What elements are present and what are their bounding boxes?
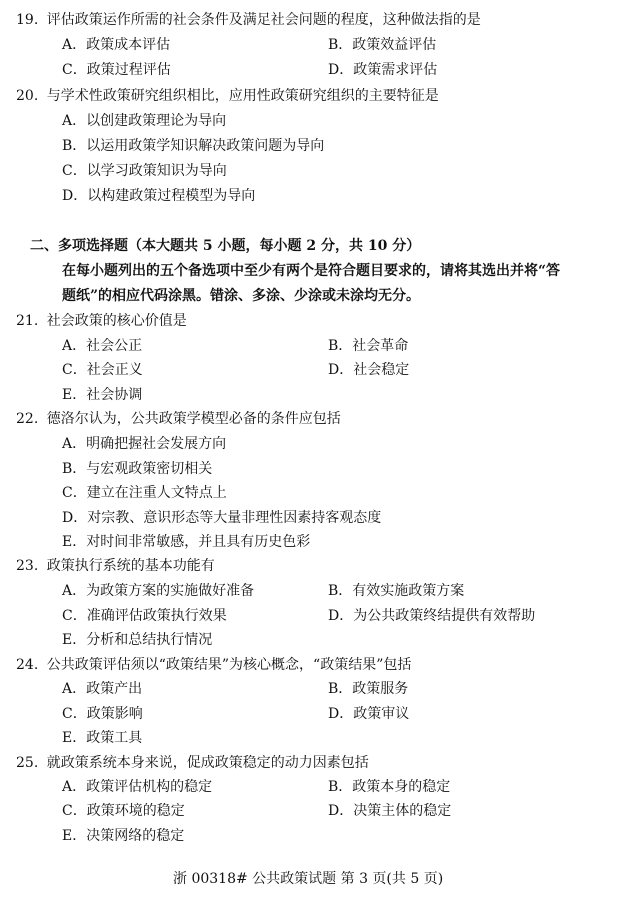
option-d: D．政策审议 <box>328 706 410 722</box>
question-text: 评估政策运作所需的社会条件及满足社会问题的程度，这种做法指的是 <box>46 12 481 28</box>
option-c: C．政策过程评估 <box>62 62 171 78</box>
question-21 <box>16 313 187 329</box>
option-a: A．明确把握社会发展方向 <box>62 436 227 452</box>
question-text: 公共政策评估须以“政策结果”为核心概念，“政策结果”包括 <box>46 657 412 673</box>
question-number: 19. <box>16 12 39 28</box>
question-number: 21. <box>16 313 39 329</box>
page-footer: 浙 00318# 公共政策试题 第 3 页(共 5 页) <box>173 871 444 887</box>
question-text: 社会政策的核心价值是 <box>46 313 187 329</box>
question-number: 24. <box>16 657 39 673</box>
option-a: A．政策评估机构的稳定 <box>62 779 213 795</box>
question-19 <box>16 12 481 28</box>
option-d: D．为公共政策终结提供有效帮助 <box>328 608 536 624</box>
option-b: B．政策效益评估 <box>328 37 437 53</box>
option-c: C．政策影响 <box>62 706 143 722</box>
option-e: E．政策工具 <box>62 730 143 746</box>
question-number: 23. <box>16 558 39 574</box>
option-b: B．与宏观政策密切相关 <box>62 461 213 477</box>
option-c: C．建立在注重人文特点上 <box>62 485 227 501</box>
option-e: E．对时间非常敏感，并且具有历史色彩 <box>62 534 311 550</box>
section-heading: 二、多项选择题（本大题共 5 小题，每小题 2 分，共 10 分） <box>30 238 421 254</box>
option-d: D．政策需求评估 <box>328 62 438 78</box>
question-number: 22. <box>16 411 39 427</box>
section-instruction-line-1: 在每小题列出的五个备选项中至少有两个是符合题目要求的，请将其选出并将“答 <box>62 263 561 279</box>
option-c: C．政策环境的稳定 <box>62 803 185 819</box>
section-instruction-line-2: 题纸”的相应代码涂黑。错涂、多涂、少涂或未涂均无分。 <box>62 288 421 304</box>
option-a: A．以创建政策理论为导向 <box>62 113 227 129</box>
option-d: D．对宗教、意识形态等大量非理性因素持客观态度 <box>62 510 382 526</box>
option-b: B．以运用政策学知识解决政策问题为导向 <box>62 138 325 154</box>
option-a: A．政策成本评估 <box>62 37 171 53</box>
option-d: D．以构建政策过程模型为导向 <box>62 188 256 204</box>
question-24 <box>16 657 411 673</box>
question-number: 20. <box>16 88 39 104</box>
option-e: E．决策网络的稳定 <box>62 828 185 844</box>
question-22 <box>16 411 341 427</box>
option-c: C．准确评估政策执行效果 <box>62 608 227 624</box>
option-c: C．社会正义 <box>62 362 143 378</box>
option-c: C．以学习政策知识为导向 <box>62 163 227 179</box>
option-a: A．政策产出 <box>62 681 143 697</box>
option-b: B．政策服务 <box>328 681 409 697</box>
question-25 <box>16 755 369 771</box>
option-b: B．社会革命 <box>328 338 409 354</box>
option-d: D．决策主体的稳定 <box>328 803 452 819</box>
option-e: E．社会协调 <box>62 387 143 403</box>
option-b: B．政策本身的稳定 <box>328 779 451 795</box>
option-b: B．有效实施政策方案 <box>328 583 465 599</box>
question-20 <box>16 88 439 104</box>
question-number: 25. <box>16 755 39 771</box>
question-23 <box>16 558 215 574</box>
option-d: D．社会稳定 <box>328 362 410 378</box>
question-text: 政策执行系统的基本功能有 <box>46 558 215 574</box>
option-e: E．分析和总结执行情况 <box>62 632 213 648</box>
option-a: A．社会公正 <box>62 338 143 354</box>
question-text: 德洛尔认为，公共政策学模型必备的条件应包括 <box>46 411 341 427</box>
option-a: A．为政策方案的实施做好准备 <box>62 583 255 599</box>
question-text: 就政策系统本身来说，促成政策稳定的动力因素包括 <box>46 755 369 771</box>
question-text: 与学术性政策研究组织相比，应用性政策研究组织的主要特征是 <box>46 88 439 104</box>
